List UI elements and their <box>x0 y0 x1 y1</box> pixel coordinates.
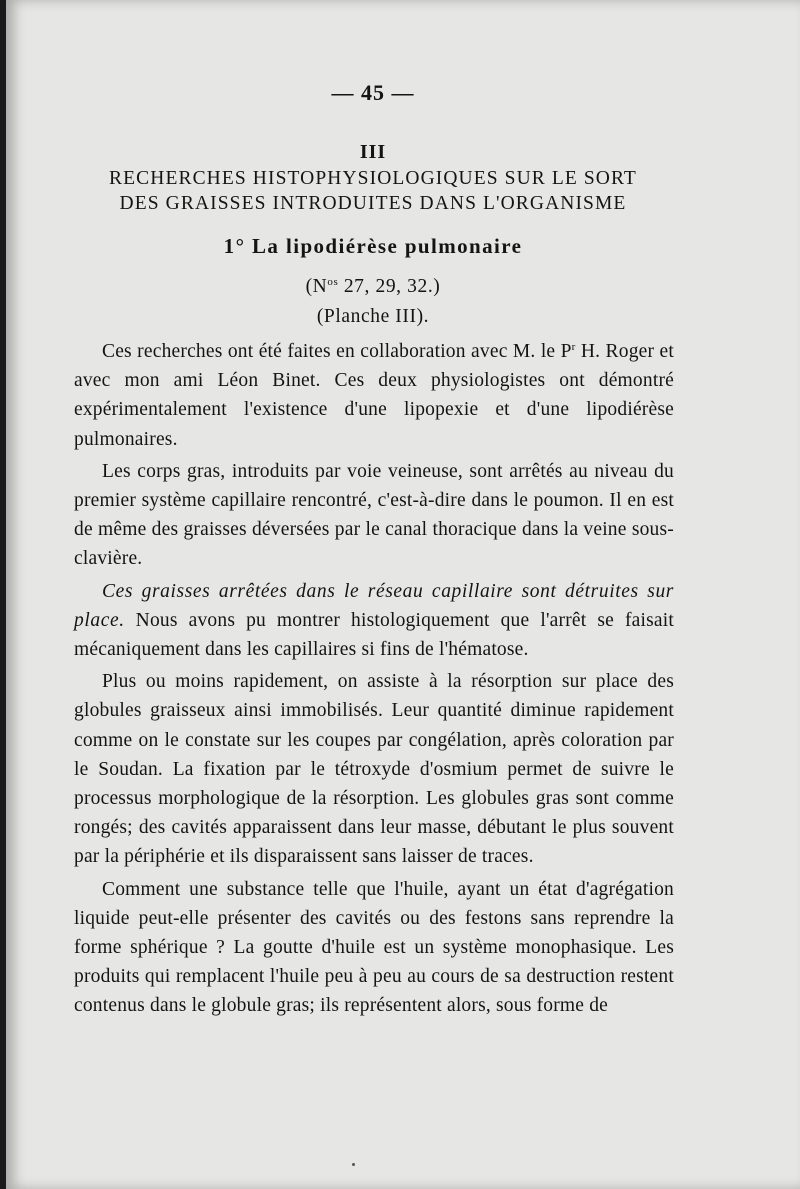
body-text <box>74 333 674 1021</box>
paragraph-4: Plus ou moins rapidement, on assiste à la résorption sur place des globules graisseux ainsi immobilisés. Leur quantité diminue rapidement comme on le constate sur les coupes par congélation, après coloration par le Soudan. La fixation par le tétroxyde d'osmium permet de suivre le processus morphologique de la résorption. Les globules gras sont comme rongés; des cavités apparaissent dans leur masse, débutant le plus souvent par la périphérie et ils disparaissent sans laisser de traces. <box>74 671 674 868</box>
paragraph-1-part-a: Ces recherches ont été faites en collaboration avec M. le P <box>102 341 572 362</box>
subsection-title: 1° La lipodiérèse pulmonaire <box>223 234 523 258</box>
chapter-title-line-1: RECHERCHES HISTOPHYSIOLOGIQUES SUR LE SORT <box>109 168 637 189</box>
page-number: — 45 — <box>331 80 415 105</box>
paragraph-3-italic: Ces graisses arrêtées dans le réseau capillaire sont détruites sur place. <box>74 580 674 631</box>
paragraph-2: Les corps gras, introduits par voie veineuse, sont arrêtés au niveau du premier système capillaire rencontré, c'est-à-dire dans le poumon. Il en est de même des graisses déversées par le canal thoracique dans la veine sous-clavière. <box>74 460 674 570</box>
section-numeral: III <box>359 141 387 163</box>
chapter-title <box>66 166 680 216</box>
chapter-title-line-2: DES GRAISSES INTRODUITES DANS L'ORGANISME <box>119 193 627 214</box>
paragraph-5: Comment une substance telle que l'huile, ayant un état d'agrégation liquide peut-elle présenter des cavités ou des festons sans reprendre la forme sphérique ? La goutte d'huile est un système monophasique. Les produits qui remplacent l'huile peu à peu au cours de sa destruction restent contenus dans le globule gras; ils représentent alors, sous forme de <box>74 878 674 1017</box>
reference-numbers <box>6 267 740 302</box>
refs-suffix: 27, 29, 32.) <box>338 276 441 297</box>
refs-prefix: (N <box>305 276 328 297</box>
paragraph-1-superscript: r <box>571 341 576 353</box>
paragraph-1 <box>74 333 674 454</box>
paragraph-1-part-b: H. Roger et avec mon ami Léon Binet. Ces deux physiologistes ont démontré expérimentalement l'existence d'une lipopexie et d'une lipodiérèse pulmonaires. <box>74 341 674 450</box>
paragraph-3-rest: Nous avons pu montrer histologiquement que l'arrêt se faisait mécaniquement dans les capillaires si fins de l'hématose. <box>74 609 674 661</box>
print-speck <box>352 1163 355 1166</box>
references-block <box>6 267 740 332</box>
refs-superscript: os <box>327 276 339 288</box>
book-page <box>6 0 800 1189</box>
plate-reference: (Planche III). <box>316 306 430 327</box>
paragraph-3 <box>74 577 674 665</box>
